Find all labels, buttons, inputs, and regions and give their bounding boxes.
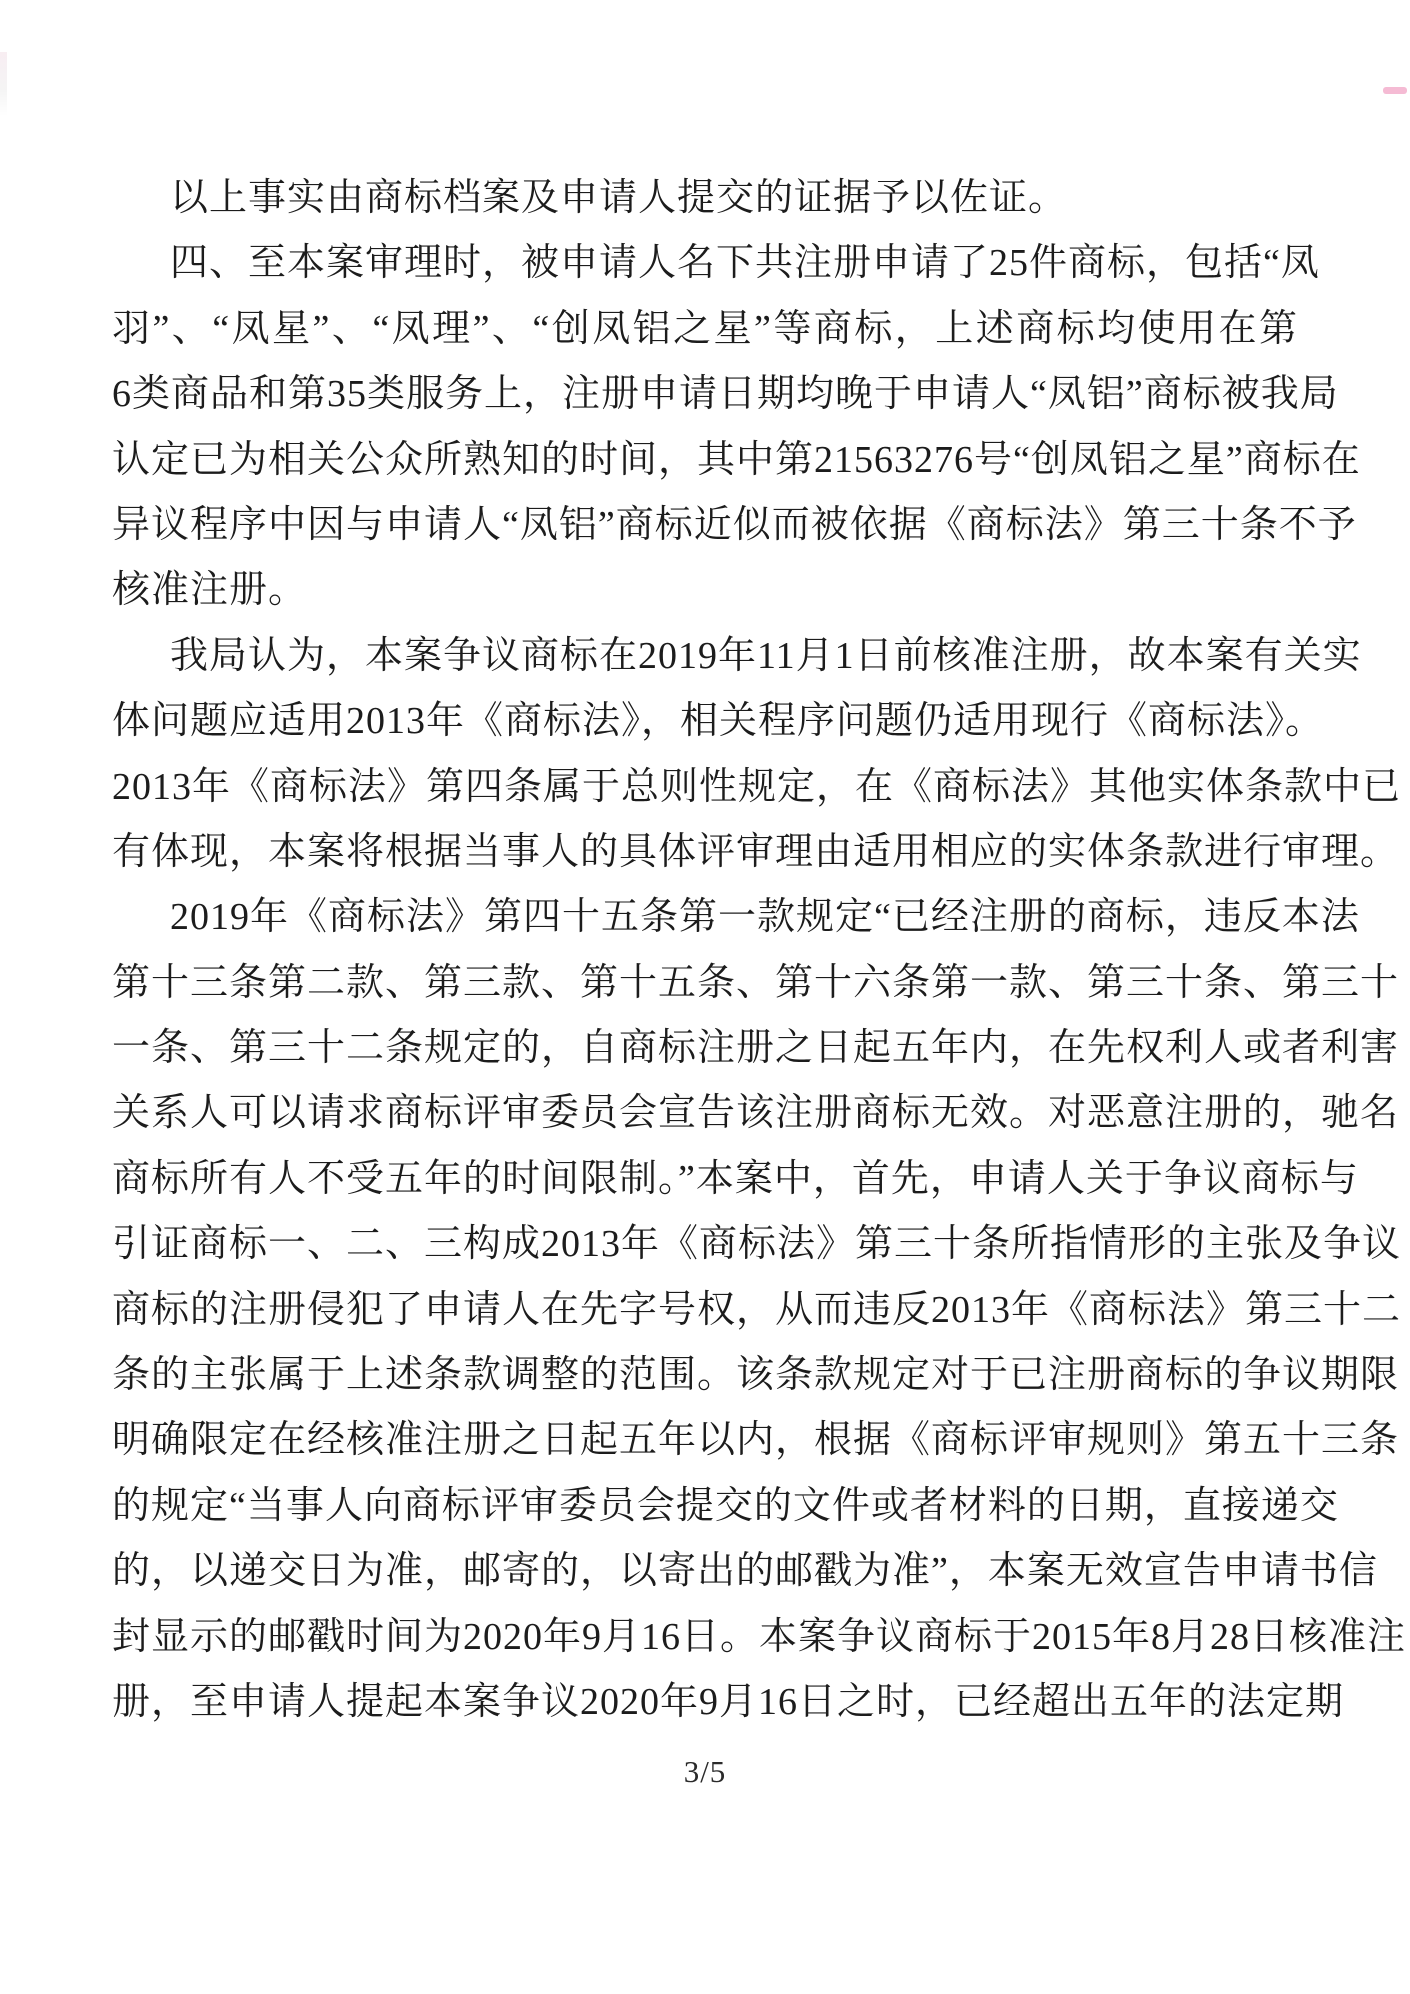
text-line: 2013年《商标法》第四条属于总则性规定，在《商标法》其他实体条款中已 <box>112 765 1402 808</box>
text-line: 的规定“当事人向商标评审委员会提交的文件或者材料的日期，直接递交 <box>112 1484 1339 1527</box>
document-body <box>112 166 1407 1735</box>
text-line: 封显示的邮戳时间为2020年9月16日。本案争议商标于2015年8月28日核准注 <box>112 1615 1407 1658</box>
text-line: 四、至本案审理时，被申请人名下共注册申请了25件商标，包括“凤 <box>170 242 1320 285</box>
text-line: 2019年《商标法》第四十五条第一款规定“已经注册的商标，违反本法 <box>170 896 1360 939</box>
text-line: 以上事实由商标档案及申请人提交的证据予以佐证。 <box>170 177 1068 219</box>
text-line: 第十三条第二款、第三款、第十五条、第十六条第一款、第三十条、第三十 <box>112 961 1400 1004</box>
text-line: 一条、第三十二条规定的，自商标注册之日起五年内，在先权利人或者利害 <box>112 1027 1400 1070</box>
text-line: 6类商品和第35类服务上，注册申请日期均晚于申请人“凤铝”商标被我局 <box>112 373 1339 416</box>
text-line: 的，以递交日为准，邮寄的，以寄出的邮戳为准”，本案无效宣告申请书信 <box>112 1550 1378 1593</box>
text-line: 体问题应适用2013年《商标法》，相关程序问题仍适用现行《商标法》。 <box>112 700 1325 743</box>
text-line: 商标的注册侵犯了申请人在先字号权，从而违反2013年《商标法》第三十二 <box>112 1288 1402 1331</box>
text-line: 关系人可以请求商标评审委员会宣告该注册商标无效。对恶意注册的，驰名 <box>112 1092 1400 1135</box>
text-line: 核准注册。 <box>112 569 308 612</box>
text-line: 我局认为，本案争议商标在2019年11月1日前核准注册，故本案有关实 <box>170 634 1362 677</box>
text-line: 认定已为相关公众所熟知的时间，其中第21563276号“创凤铝之星”商标在 <box>112 438 1361 481</box>
page-number: 3/5 <box>683 1754 727 1789</box>
text-line: 羽”、“凤星”、“凤理”、“创凤铝之星”等商标，上述商标均使用在第 <box>112 307 1298 350</box>
text-line: 有体现，本案将根据当事人的具体评审理由适用相应的实体条款进行审理。 <box>112 830 1400 873</box>
pink-highlight-mark <box>1383 87 1407 94</box>
text-line: 商标所有人不受五年的时间限制。”本案中，首先，申请人关于争议商标与 <box>112 1157 1359 1200</box>
scan-edge-smudge <box>0 52 7 116</box>
text-line: 册，至申请人提起本案争议2020年9月16日之时，已经超出五年的法定期 <box>112 1680 1345 1723</box>
text-line: 明确限定在经核准注册之日起五年以内，根据《商标评审规则》第五十三条 <box>112 1419 1400 1462</box>
text-line: 引证商标一、二、三构成2013年《商标法》第三十条所指情形的主张及争议 <box>112 1223 1402 1266</box>
text-line: 异议程序中因与申请人“凤铝”商标近似而被依据《商标法》第三十条不予 <box>112 503 1357 546</box>
text-line: 条的主张属于上述条款调整的范围。该条款规定对于已注册商标的争议期限 <box>112 1354 1400 1397</box>
